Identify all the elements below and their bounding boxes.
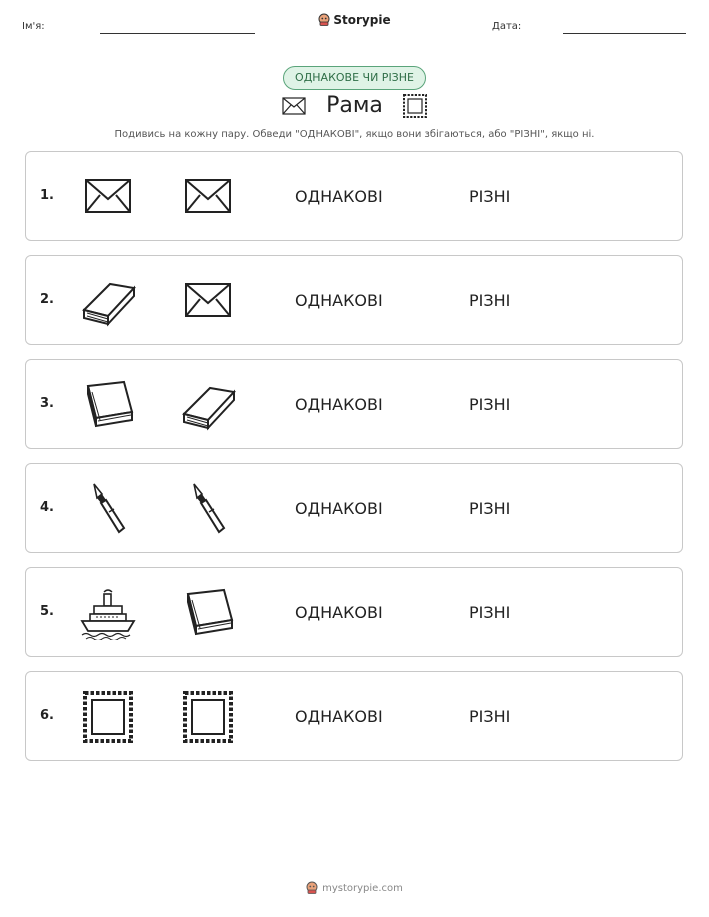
row-number: 2.	[40, 292, 54, 307]
stamp-icon	[402, 93, 428, 119]
brand-name: Storypie	[333, 13, 391, 27]
same-option[interactable]: ОДНАКОВІ	[295, 707, 383, 726]
storypie-logo-icon	[318, 13, 330, 26]
row-number: 5.	[40, 604, 54, 619]
name-label: Ім'я:	[22, 21, 45, 32]
book-icon	[180, 378, 236, 432]
envelope-icon	[180, 274, 236, 328]
storypie-logo-icon	[306, 881, 318, 894]
different-option[interactable]: РІЗНІ	[469, 707, 511, 726]
book-icon	[80, 378, 136, 432]
different-option[interactable]: РІЗНІ	[469, 395, 511, 414]
footer	[0, 881, 709, 894]
stamp-icon	[80, 690, 136, 744]
exercise-row	[25, 567, 683, 657]
book-icon	[80, 274, 136, 328]
exercise-row	[25, 671, 683, 761]
date-line[interactable]	[563, 33, 686, 34]
same-option[interactable]: ОДНАКОВІ	[295, 187, 383, 206]
envelope-icon	[180, 170, 236, 224]
exercise-row	[25, 359, 683, 449]
envelope-icon	[80, 170, 136, 224]
title-row	[0, 92, 709, 124]
worksheet-tag: ОДНАКОВЕ ЧИ РІЗНЕ	[283, 66, 426, 90]
brand	[0, 13, 709, 27]
footer-site[interactable]: mystorypie.com	[322, 883, 403, 894]
row-number: 6.	[40, 708, 54, 723]
same-option[interactable]: ОДНАКОВІ	[295, 291, 383, 310]
name-line[interactable]	[100, 33, 255, 34]
fountain-pen-icon	[80, 482, 136, 536]
exercise-row	[25, 463, 683, 553]
date-label: Дата:	[492, 21, 522, 32]
book-icon	[180, 586, 236, 640]
stamp-icon	[180, 690, 236, 744]
different-option[interactable]: РІЗНІ	[469, 187, 511, 206]
different-option[interactable]: РІЗНІ	[469, 603, 511, 622]
same-option[interactable]: ОДНАКОВІ	[295, 603, 383, 622]
different-option[interactable]: РІЗНІ	[469, 291, 511, 310]
same-option[interactable]: ОДНАКОВІ	[295, 395, 383, 414]
row-number: 1.	[40, 188, 54, 203]
exercise-row	[25, 255, 683, 345]
ship-icon	[80, 586, 136, 640]
row-number: 3.	[40, 396, 54, 411]
instructions: Подивись на кожну пару. Обведи "ОДНАКОВІ", якщо вони збігаються, або "РІЗНІ", якщо ні.	[114, 129, 595, 140]
page-title: Рама	[326, 93, 383, 118]
row-number: 4.	[40, 500, 54, 515]
fountain-pen-icon	[180, 482, 236, 536]
same-option[interactable]: ОДНАКОВІ	[295, 499, 383, 518]
exercise-row	[25, 151, 683, 241]
different-option[interactable]: РІЗНІ	[469, 499, 511, 518]
